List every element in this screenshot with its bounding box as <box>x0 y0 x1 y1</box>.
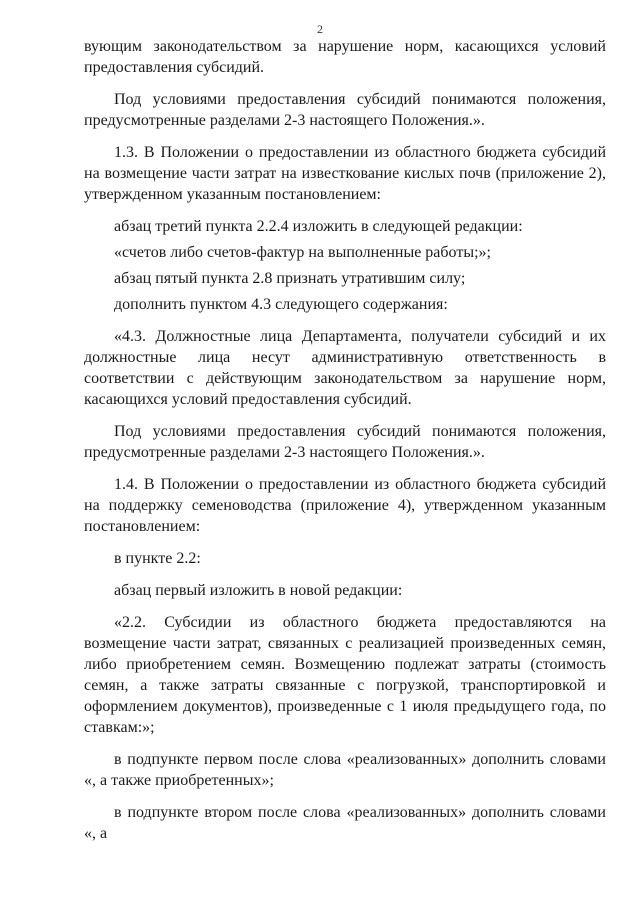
paragraph-quote-4-3: «4.3. Должностные лица Департамента, получатели субсидий и их должностные лица несут административную ответственность в соответствии с действующим законодательством за нарушение норм, касающихся условий предоставления субсидий. <box>84 328 606 408</box>
paragraph-item-1-3: 1.3. В Положении о предоставлении из областного бюджета субсидий на возмещение части затрат на известкование кислых почв (приложение 2), утвержденном указанным постановлением: <box>84 144 606 203</box>
paragraph-add-4-3: дополнить пунктом 4.3 следующего содержания: <box>114 296 448 313</box>
paragraph-quote-2-2: «2.2. Субсидии из областного бюджета предоставляются на возмещение части затрат, связанных с реализацией произведенных семян, либо приобретением семян. Возмещению подлежат затраты (стоимость семян, а также затраты связанные с погрузкой, транспортировкой и оформлением документов), произведенные с 1 июля предыдущего года, по ставкам:»; <box>84 614 606 736</box>
paragraph-conditions-definition: Под условиями предоставления субсидий понимаются положения, предусмотренные разделами 2-3 настоящего Положения.». <box>84 91 606 129</box>
paragraph-conditions-definition-2: Под условиями предоставления субсидий понимаются положения, предусмотренные разделами 2-3 настоящего Положения.». <box>84 423 606 461</box>
paragraph-continuation: вующим законодательством за нарушение норм, касающихся условий предоставления субсидий. <box>84 38 606 76</box>
paragraph-repeal-2-8: абзац пятый пункта 2.8 признать утратившим силу; <box>114 270 466 287</box>
document-body <box>84 36 606 855</box>
page-number: 2 <box>317 22 323 36</box>
paragraph-item-1-4: 1.4. В Положении о предоставлении из областного бюджета субсидий на поддержку семеноводства (приложение 4), утвержденном указанным постановлением: <box>84 476 606 535</box>
paragraph-amend-2-2-4: абзац третий пункта 2.2.4 изложить в следующей редакции: <box>114 218 523 235</box>
paragraph-quote-invoices: «счетов либо счетов-фактур на выполненные работы;»; <box>114 244 491 261</box>
paragraph-first-para-new: абзац первый изложить в новой редакции: <box>114 582 403 599</box>
paragraph-subitem-first: в подпункте первом после слова «реализованных» дополнить словами «, а также приобретенных»; <box>84 751 606 789</box>
paragraph-in-item-2-2: в пункте 2.2: <box>114 550 201 567</box>
paragraph-subitem-second: в подпункте втором после слова «реализованных» дополнить словами «, а <box>84 804 606 842</box>
